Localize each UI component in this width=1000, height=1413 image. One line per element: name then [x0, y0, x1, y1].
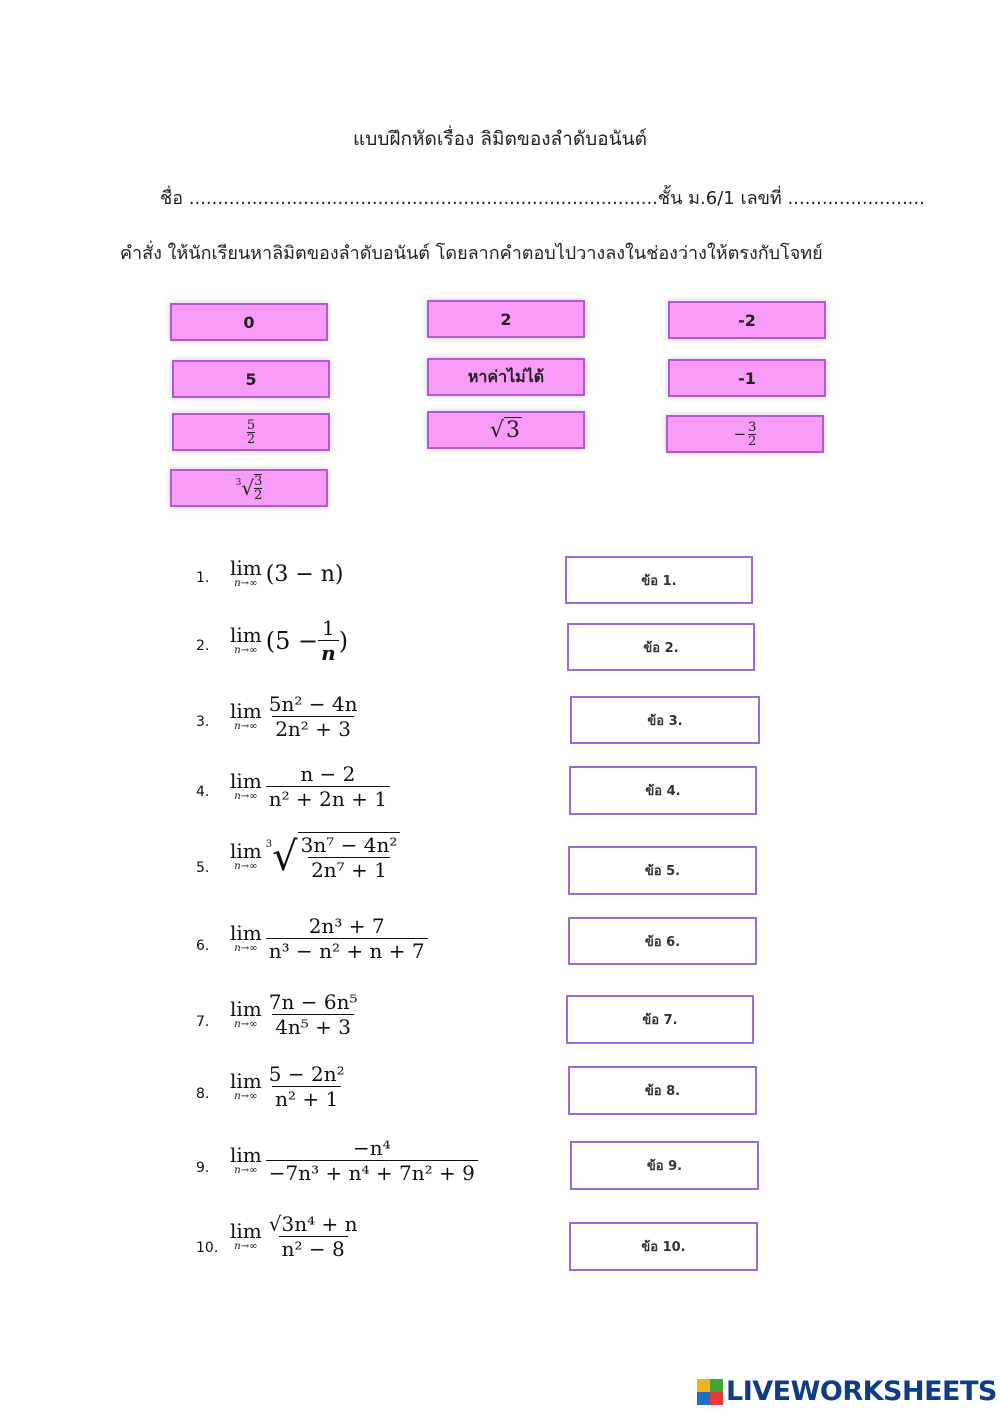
lim-operator — [230, 558, 262, 590]
denominator: 2 — [254, 488, 263, 503]
answer-label: 2 — [500, 309, 512, 329]
drop-zone-5[interactable] — [568, 846, 757, 895]
logo-square — [710, 1392, 723, 1405]
limit-expression — [230, 1212, 361, 1261]
logo-square — [710, 1379, 723, 1392]
lim-word: lim — [230, 1218, 262, 1243]
drop-zone-label: ข้อ 2. — [643, 640, 679, 656]
lim-subscript: n→∞ — [234, 1240, 258, 1252]
logo-square — [697, 1379, 710, 1392]
fraction — [748, 421, 756, 448]
drop-zone-label: ข้อ 9. — [646, 1159, 683, 1174]
lim-subscript: n→∞ — [234, 578, 258, 589]
fraction — [254, 474, 262, 502]
lim-word: lim — [230, 556, 262, 580]
denominator: 2 — [748, 433, 757, 449]
lim-word: lim — [230, 1068, 262, 1093]
liveworksheets-logo-icon — [697, 1379, 723, 1405]
drop-zone-label: ข้อ 4. — [645, 784, 681, 799]
drop-zone-4[interactable] — [569, 766, 757, 815]
numerator: 5 — [246, 417, 256, 433]
answer-tile-undefined[interactable] — [427, 358, 585, 396]
logo-text: LIVEWORKSHEETS — [726, 1376, 997, 1407]
limit-expression — [230, 762, 390, 811]
numerator: 5 − 2n² — [268, 1062, 345, 1086]
lim-subscript: n→∞ — [234, 720, 258, 732]
fraction — [266, 914, 428, 963]
answer-tile-sqrt-3[interactable] — [427, 411, 585, 449]
drop-zone-label: ข้อ 6. — [644, 934, 681, 950]
answer-label: -1 — [738, 368, 756, 388]
lim-subscript: n→∞ — [234, 644, 258, 656]
lim-word: lim — [230, 996, 262, 1021]
question-number: 4. — [196, 784, 210, 800]
denominator: n — [318, 640, 339, 665]
limit-expression — [230, 914, 428, 963]
fraction — [318, 616, 339, 665]
fraction — [266, 692, 361, 741]
limit-expression — [230, 692, 360, 741]
question-number: 2. — [196, 638, 210, 654]
radical-sign: √ — [272, 834, 298, 880]
lim-word: lim — [230, 839, 262, 863]
lim-word: lim — [230, 1142, 262, 1167]
answer-tile-5[interactable] — [172, 360, 330, 398]
lim-operator — [230, 1142, 262, 1177]
lim-operator — [230, 996, 262, 1031]
drop-zone-label: ข้อ 5. — [644, 864, 681, 879]
limit-expression — [230, 832, 400, 882]
drop-zone-label: ข้อ 1. — [641, 573, 677, 589]
minus-sign: − — [733, 425, 747, 443]
question-number: 8. — [196, 1086, 210, 1102]
drop-zone-label: ข้อ 10. — [641, 1240, 686, 1255]
radicand: 3 — [506, 417, 521, 443]
drop-zone-2[interactable] — [567, 623, 755, 671]
numerator: 3n⁷ − 4n² — [300, 833, 398, 857]
lim-subscript: n→∞ — [234, 861, 258, 872]
answer-label: 5 — [245, 369, 257, 389]
question-number: 9. — [196, 1160, 210, 1176]
lim-word: lim — [230, 698, 262, 723]
lim-operator — [230, 622, 262, 657]
denominator: n² − 8 — [279, 1236, 348, 1261]
radical-sign: √ — [489, 417, 505, 443]
liveworksheets-logo[interactable] — [697, 1376, 997, 1407]
denominator: 2n⁷ + 1 — [308, 857, 390, 882]
fraction — [266, 1212, 361, 1261]
radical-sign: √ — [241, 476, 255, 500]
lim-operator — [230, 1068, 262, 1103]
fraction — [298, 832, 401, 882]
lim-subscript: n→∞ — [234, 1018, 258, 1030]
lim-operator — [230, 698, 262, 733]
answer-label: หาค่าไม่ได้ — [467, 366, 545, 386]
numerator: 3 — [254, 474, 263, 489]
answer-tile-5-over-2[interactable] — [172, 413, 330, 451]
drop-zone-label: ข้อ 3. — [647, 713, 683, 729]
drop-zone-1[interactable] — [565, 556, 753, 604]
denominator: n² + 1 — [272, 1086, 341, 1111]
question-number: 6. — [196, 938, 210, 954]
question-number: 7. — [196, 1014, 210, 1030]
numerator: 1 — [322, 616, 335, 640]
logo-square — [697, 1392, 710, 1405]
square-root — [490, 418, 522, 443]
drop-zone-7[interactable] — [566, 995, 754, 1044]
expression: (3 − n) — [265, 561, 344, 587]
fraction — [266, 1136, 478, 1185]
answer-tile-0[interactable] — [170, 303, 328, 341]
denominator: 2n² + 3 — [272, 716, 354, 741]
numerator: 2n³ + 7 — [308, 914, 385, 938]
answer-tile-2[interactable] — [427, 300, 585, 338]
drop-zone-label: ข้อ 8. — [644, 1084, 681, 1099]
drop-zone-label: ข้อ 7. — [642, 1013, 678, 1028]
numerator: −n⁴ — [352, 1136, 391, 1160]
drop-zone-8[interactable] — [568, 1066, 757, 1115]
numerator: √3n⁴ + n — [268, 1212, 358, 1236]
limit-expression — [230, 1062, 348, 1111]
question-number: 5. — [196, 860, 210, 876]
drop-zone-10[interactable] — [569, 1222, 758, 1271]
root-index: 3 — [265, 838, 273, 850]
numerator: 3 — [748, 419, 757, 435]
question-number: 10. — [196, 1240, 219, 1256]
drop-zone-3[interactable] — [570, 696, 760, 744]
question-number: 3. — [196, 714, 210, 730]
answer-tile-cbrt-3-over-2[interactable] — [170, 469, 328, 507]
fraction — [266, 990, 361, 1039]
lim-word: lim — [230, 768, 262, 793]
lim-operator — [230, 768, 262, 803]
lim-operator — [230, 841, 262, 873]
limit-expression — [230, 558, 344, 590]
question-number: 1. — [196, 570, 210, 586]
fraction — [266, 1062, 348, 1111]
numerator: n − 2 — [300, 762, 356, 786]
lim-subscript: n→∞ — [234, 1090, 258, 1102]
limit-expression — [230, 1136, 478, 1185]
numerator: 7n − 6n⁵ — [268, 990, 358, 1014]
denominator: n³ − n² + n + 7 — [266, 938, 428, 963]
answer-label: 0 — [243, 312, 255, 332]
denominator: −7n³ + n⁴ + 7n² + 9 — [266, 1160, 478, 1185]
lim-operator — [230, 920, 262, 955]
lim-operator — [230, 1218, 262, 1253]
limit-expression — [230, 616, 348, 665]
answer-label: -2 — [738, 310, 756, 330]
lim-subscript: n→∞ — [234, 1164, 258, 1176]
worksheet-title: แบบฝึกหัดเรื่อง ลิมิตของลำดับอนันต์ — [353, 128, 647, 150]
expression-part: (5 − — [265, 626, 319, 655]
fraction — [266, 762, 390, 811]
expression-part: ) — [338, 626, 349, 655]
numerator: 5n² − 4n — [268, 692, 358, 716]
instruction-text: คำสั่ง ให้นักเรียนหาลิมิตของลำดับอนันต์ โดยลากคำตอบไปวางลงในช่องว่างให้ตรงกับโจทย์ — [120, 243, 823, 264]
answer-tile-minus-3-over-2[interactable] — [666, 415, 824, 453]
lim-subscript: n→∞ — [234, 790, 258, 802]
student-info-line: ชื่อ ..................................................................................ชั้น ม.6/1 เลขที่ ........................ — [160, 188, 925, 209]
root-index: 3 — [235, 478, 242, 488]
limit-expression — [230, 990, 360, 1039]
lim-subscript: n→∞ — [234, 942, 258, 954]
drop-zone-9[interactable] — [570, 1141, 759, 1190]
fraction — [247, 419, 255, 446]
denominator: n² + 2n + 1 — [266, 786, 390, 811]
answer-tile-minus-2[interactable] — [668, 301, 826, 339]
answer-tile-minus-1[interactable] — [668, 359, 826, 397]
denominator: 4n⁵ + 3 — [272, 1014, 354, 1039]
denominator: 2 — [246, 431, 256, 447]
lim-word: lim — [230, 920, 262, 945]
drop-zone-6[interactable] — [568, 917, 757, 965]
lim-word: lim — [230, 622, 262, 647]
